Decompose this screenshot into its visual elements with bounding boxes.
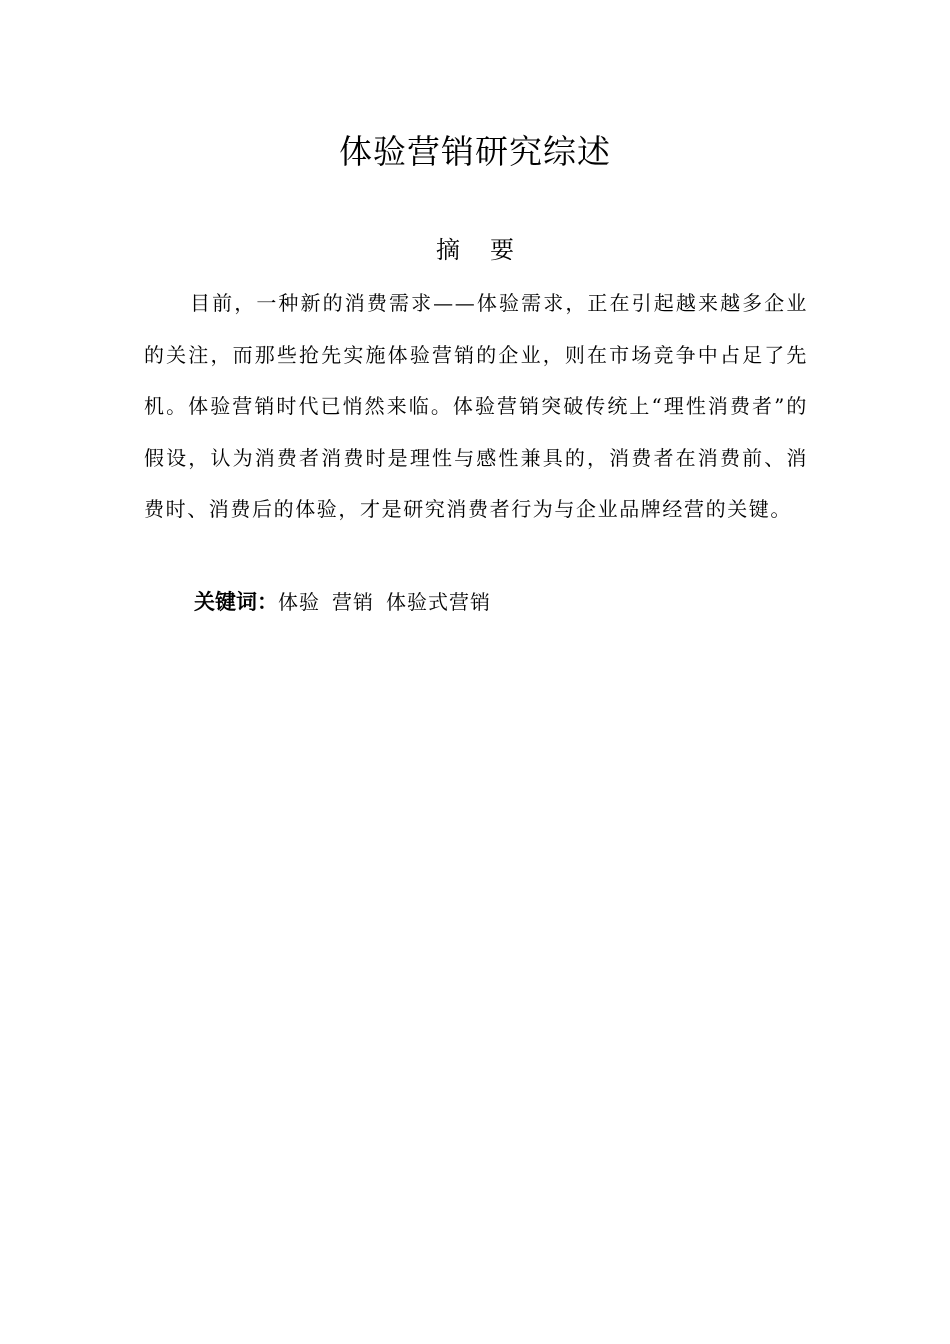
abstract-body: 目前，一种新的消费需求——体验需求，正在引起越来越多企业的关注，而那些抢先实施体验营销的企业，则在市场竞争中占足了先机。体验营销时代已悄然来临。体验营销突破传统上“理性消费者”的假设，认为消费者消费时是理性与感性兼具的，消费者在消费前、消费时、消费后的体验，才是研究消费者行为与企业品牌经营的关键。 bbox=[144, 291, 808, 521]
keyword-item: 体验 bbox=[278, 590, 320, 614]
keyword-item: 体验式营销 bbox=[386, 590, 491, 614]
abstract-heading-char-2: 要 bbox=[490, 236, 514, 264]
keyword-item: 营销 bbox=[332, 590, 374, 614]
abstract-heading bbox=[0, 230, 950, 270]
abstract-heading-char-1: 摘 bbox=[436, 236, 460, 264]
keywords-label: 关键词： bbox=[194, 590, 278, 614]
paper-title: 体验营销研究综述 bbox=[339, 132, 611, 171]
keywords-line bbox=[194, 582, 503, 622]
